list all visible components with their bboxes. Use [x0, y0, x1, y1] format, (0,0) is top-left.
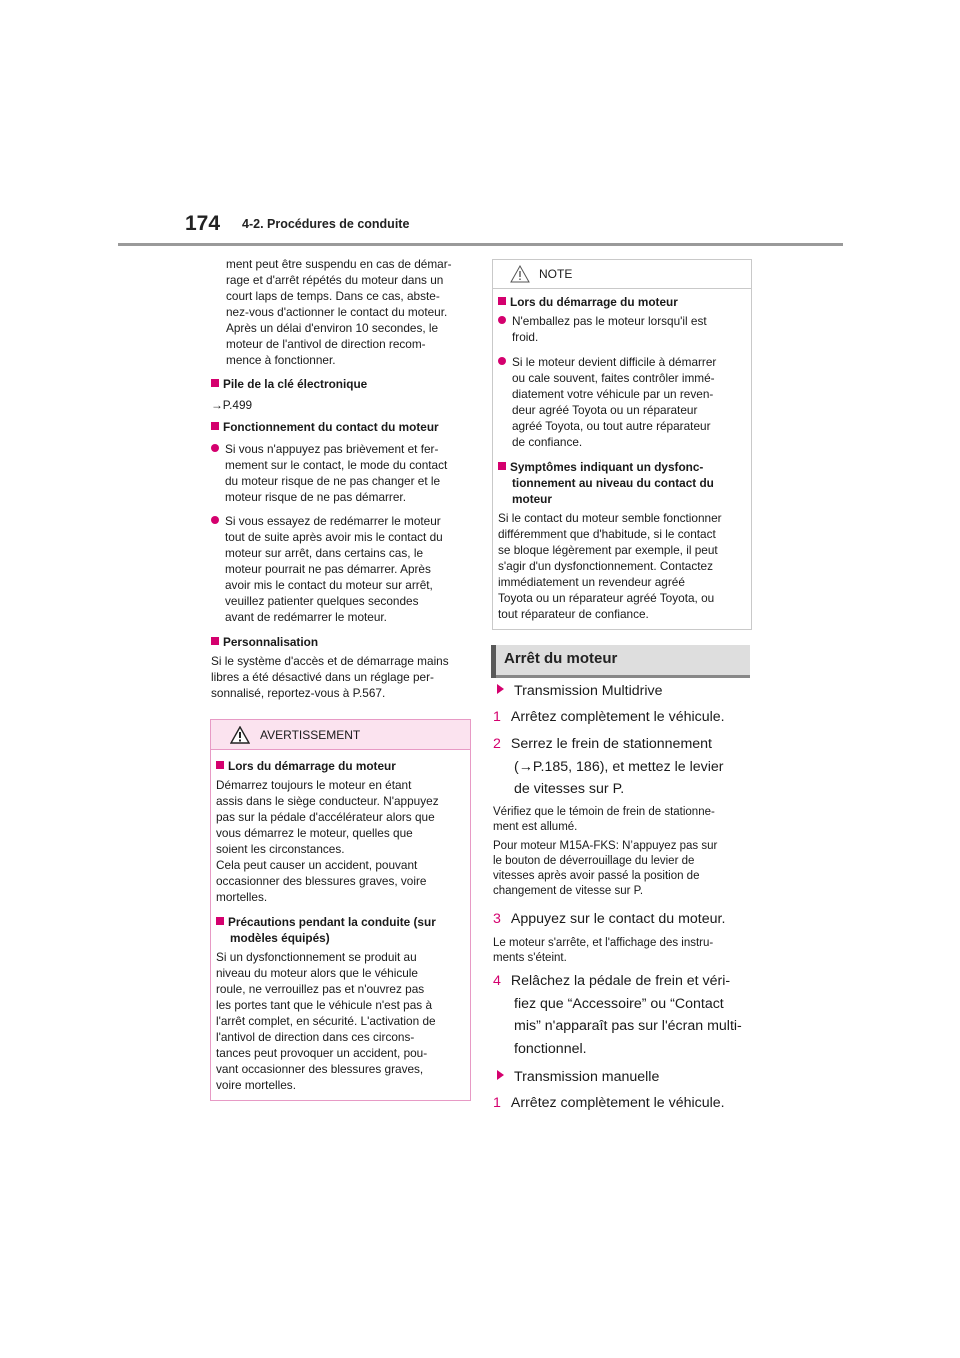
heading: Personnalisation: [223, 635, 319, 649]
step-number: 3: [493, 911, 501, 927]
text-line: ment peut être suspendu en cas de démar-: [226, 257, 452, 271]
pile-section: [211, 376, 481, 413]
text-line: de confiance.: [512, 435, 583, 449]
square-bullet-icon: [216, 917, 224, 925]
text-line: Si le contact du moteur semble fonctionner: [498, 511, 722, 525]
multidrive-label: [497, 680, 767, 702]
text-line: immédiatement un revendeur agréé: [498, 575, 685, 589]
text-line: mence à fonctionner.: [226, 353, 336, 367]
circle-bullet-icon: [211, 444, 219, 452]
step-3-note: [493, 936, 763, 966]
step-text: Serrez le frein de stationnement: [510, 736, 712, 752]
text-line: moteur pourrait ne pas démarrer. Après: [225, 562, 431, 576]
step-2-note-1: [493, 805, 763, 835]
fonct-section: [211, 419, 483, 435]
warning-content: [211, 750, 470, 1093]
heading: Lors du démarrage du moteur: [228, 759, 396, 773]
page-reference: →P.499: [211, 398, 253, 412]
text-line: agréé Toyota, ou tout autre réparateur: [512, 419, 711, 433]
section-heading: Arrêt du moteur: [504, 650, 618, 667]
note-title: NOTE: [539, 267, 573, 281]
text-line: occasionner des blessures graves, voire: [216, 874, 427, 888]
perso-section: [211, 634, 483, 701]
text-line: niveau du moteur alors que le véhicule: [216, 966, 418, 980]
text-line: ou cale souvent, faites contrôler immé-: [512, 371, 715, 385]
step-text: (→P.185, 186), et mettez le levier: [514, 758, 724, 775]
circle-bullet-icon: [498, 357, 506, 365]
text-line: froid.: [512, 330, 539, 344]
text-line: N'emballez pas le moteur lorsqu'il est: [512, 314, 707, 328]
step-text: de vitesses sur P.: [514, 781, 625, 797]
warning-title: AVERTISSEMENT: [260, 728, 361, 742]
text-line: Si vous n'appuyez pas brièvement et fer-: [225, 442, 439, 456]
text-line: soient les circonstances.: [216, 842, 345, 856]
text-line: Vérifiez que le témoin de frein de stationne-: [493, 806, 715, 818]
text-line: mortelles.: [216, 890, 268, 904]
text-line: rage et d'arrêt répétés du moteur dans un: [226, 273, 444, 287]
heading: modèles équipés): [230, 931, 330, 945]
text-line: libres a été désactivé dans un réglage per-: [211, 670, 434, 684]
text-line: Pour moteur M15A-FKS: N’appuyez pas sur: [493, 840, 718, 852]
text-line: roule, ne verrouillez pas et n'ouvrez pas: [216, 982, 425, 996]
text-line: vous démarrez le moteur, quelles que: [216, 826, 413, 840]
text-line: tout de suite après avoir mis le contact du: [225, 530, 443, 544]
step-number: 1: [493, 709, 501, 725]
text-line: s'agir d'un dysfonctionnement. Contactez: [498, 559, 714, 573]
triangle-marker-icon: [497, 1070, 504, 1080]
step-number: 2: [493, 736, 501, 752]
text-line: mement sur le contact, le mode du contact: [225, 458, 448, 472]
text-line: ment est allumé.: [493, 821, 578, 833]
step-2-note-2: [493, 839, 763, 899]
step-3: [493, 908, 763, 930]
step-text: Relâchez la pédale de frein et véri-: [510, 973, 731, 989]
square-bullet-icon: [216, 761, 224, 769]
step-number: 4: [493, 973, 501, 989]
header-rule: [118, 243, 843, 246]
square-bullet-icon: [211, 422, 219, 430]
manuelle-label: [497, 1066, 767, 1088]
triangle-marker-icon: [497, 684, 504, 694]
text-line: ments s'éteint.: [493, 952, 567, 964]
section-title: 4-2. Procédures de conduite: [242, 217, 410, 231]
circle-bullet-icon: [211, 516, 219, 524]
text-line: sonnalisé, reportez-vous à P.567.: [211, 686, 386, 700]
heading: Symptômes indiquant un dysfonc-: [510, 460, 704, 474]
text: Transmission Multidrive: [514, 683, 663, 699]
text-line: tout réparateur de confiance.: [498, 607, 649, 621]
fonct-bullet-1: [211, 441, 483, 505]
text-line: différemment que d'habitude, si le contact: [498, 527, 716, 541]
step-text: Arrêtez complètement le véhicule.: [510, 1095, 725, 1111]
heading: moteur: [512, 492, 552, 506]
text: Transmission manuelle: [514, 1069, 660, 1085]
text-line: assis dans le siège conducteur. N'appuyez: [216, 794, 439, 808]
fonct-bullet-2: [211, 513, 483, 625]
text-line: Si un dysfonctionnement se produit au: [216, 950, 417, 964]
square-bullet-icon: [211, 379, 219, 387]
warning-box: [210, 719, 471, 1101]
text-line: Si le moteur devient difficile à démarrer: [512, 355, 717, 369]
heading: Pile de la clé électronique: [223, 377, 368, 391]
text-line: Démarrez toujours le moteur en étant: [216, 778, 412, 792]
square-bullet-icon: [498, 297, 506, 305]
section-banner: [491, 645, 750, 678]
text-line: moteur risque de ne pas démarrer.: [225, 490, 406, 504]
note-box: [492, 259, 752, 630]
text-line: les portes tant que le véhicule n'est pas à: [216, 998, 433, 1012]
text-line: avant de redémarrer le moteur.: [225, 610, 387, 624]
text-line: Après un délai d'environ 10 secondes, le: [226, 321, 439, 335]
text-line: le bouton de déverrouillage du levier de: [493, 855, 695, 867]
text-line: moteur sur arrêt, dans certains cas, le: [225, 546, 424, 560]
text-line: avoir mis le contact du moteur sur arrêt,: [225, 578, 433, 592]
heading: Fonctionnement du contact du moteur: [223, 420, 439, 434]
text-line: voire mortelles.: [216, 1078, 296, 1092]
text-line: tances peut provoquer un accident, pou-: [216, 1046, 428, 1060]
text-line: Cela peut causer un accident, pouvant: [216, 858, 418, 872]
step-text: fiez que “Accessoire” ou “Contact: [514, 995, 724, 1012]
text-line: court laps de temps. Dans ce cas, abste-: [226, 289, 440, 303]
text-line: veuillez patienter quelques secondes: [225, 594, 419, 608]
page-number: 174: [185, 212, 221, 235]
note-header: [493, 260, 751, 289]
text-line: nez-vous d'actionner le contact du moteur.: [226, 305, 448, 319]
step-text: Arrêtez complètement le véhicule.: [510, 709, 725, 725]
step-2: [493, 733, 763, 801]
step-1: [493, 706, 763, 728]
banner-bar: [491, 645, 496, 678]
text-line: Toyota ou un réparateur agréé Toyota, ou: [498, 591, 715, 605]
text-line: du moteur risque de ne pas changer et le: [225, 474, 441, 488]
text-line: vant occasionner des blessures graves,: [216, 1062, 424, 1076]
step-4: [493, 970, 763, 1060]
step-number: 1: [493, 1095, 501, 1111]
text-line: l'arrêt complet, en sécurité. L'activation de: [216, 1014, 436, 1028]
text-line: diatement votre véhicule par un reven-: [512, 387, 714, 401]
text-line: l'antivol de direction dans ces circons-: [216, 1030, 415, 1044]
caution-triangle-icon: [510, 265, 530, 283]
text-line: Si le système d'accès et de démarrage mains: [211, 654, 449, 668]
step-manuelle-1: [493, 1092, 763, 1114]
text-line: pas sur la pédale d'accélérateur alors que: [216, 810, 435, 824]
text-line: Le moteur s'arrête, et l'affichage des instru-: [493, 937, 714, 949]
heading: tionnement au niveau du contact du: [512, 476, 714, 490]
text-line: changement de vitesse sur P.: [493, 885, 644, 897]
square-bullet-icon: [498, 462, 506, 470]
text-line: deur agréé Toyota ou un réparateur: [512, 403, 698, 417]
heading: Précautions pendant la conduite (sur: [228, 915, 436, 929]
heading: Lors du démarrage du moteur: [510, 295, 678, 309]
step-text: fonctionnel.: [514, 1040, 587, 1057]
text-line: moteur de l'antivol de direction recom-: [226, 337, 426, 351]
note-content: [493, 289, 751, 622]
text-line: se bloque légèrement par exemple, il peut: [498, 543, 718, 557]
square-bullet-icon: [211, 637, 219, 645]
warning-header: [211, 720, 470, 750]
circle-bullet-icon: [498, 316, 506, 324]
left-intro: [226, 256, 484, 368]
text-line: vitesses après avoir passé la position de: [493, 870, 700, 882]
step-text: Appuyez sur le contact du moteur.: [510, 911, 726, 927]
warning-triangle-icon: [230, 726, 250, 744]
step-text: mis” n'apparaît pas sur l'écran multi-: [514, 1018, 742, 1034]
text-line: Si vous essayez de redémarrer le moteur: [225, 514, 441, 528]
